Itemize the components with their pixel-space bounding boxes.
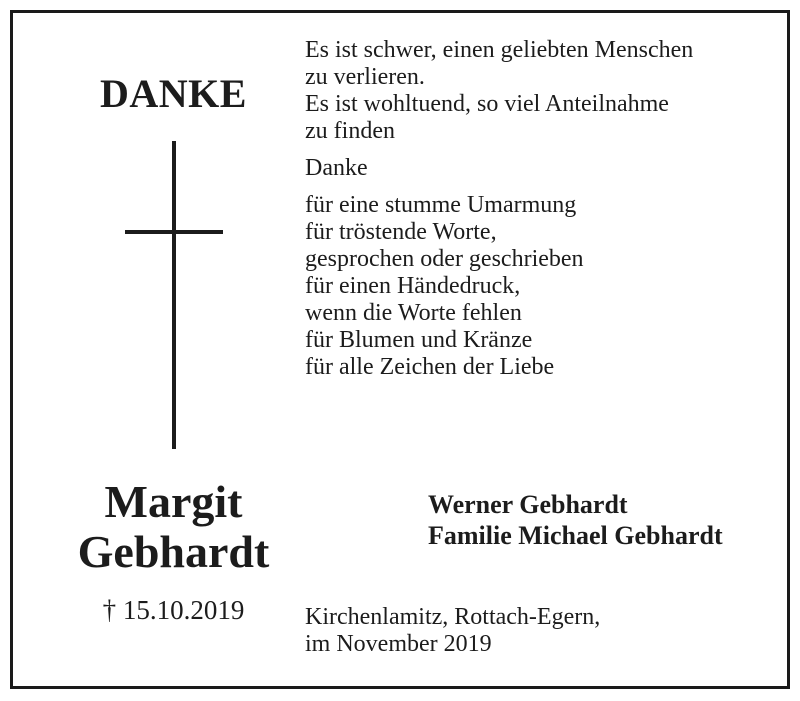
deceased-first-name: Margit [104, 476, 243, 527]
poem-line: für eine stumme Umarmung [305, 192, 577, 218]
mourner-name: Werner Gebhardt [428, 490, 628, 519]
poem-line: Es ist schwer, einen geliebten Menschen [305, 37, 694, 63]
poem-line: zu verlieren. [305, 64, 425, 90]
death-date: † 15.10.2019 [102, 595, 245, 625]
poem-line: Es ist wohltuend, so viel Anteilnahme [305, 91, 669, 117]
poem-line: für tröstende Worte, [305, 219, 497, 245]
deceased-last-name: Gebhardt [77, 526, 270, 577]
danke-heading: DANKE [100, 71, 247, 116]
poem-line: zu finden [305, 118, 395, 144]
thank-you-poem [305, 37, 775, 381]
poem-danke-line: Danke [305, 155, 368, 181]
deceased-name [0, 477, 347, 577]
place-line: Kirchenlamitz, Rottach-Egern, [305, 604, 601, 630]
poem-line: gesprochen oder geschrieben [305, 246, 584, 272]
stanza-gap [305, 145, 775, 155]
poem-line: für Blumen und Kränze [305, 327, 533, 353]
mourner-name: Familie Michael Gebhardt [428, 521, 723, 550]
place-and-date [305, 604, 600, 658]
stanza-gap [305, 182, 775, 192]
poem-line: für einen Händedruck, [305, 273, 521, 299]
poem-line: wenn die Worte fehlen [305, 300, 522, 326]
mourners-list [428, 489, 723, 551]
date-line: im November 2019 [305, 631, 492, 657]
cross-horizontal-bar [125, 230, 223, 234]
poem-line: für alle Zeichen der Liebe [305, 354, 555, 380]
cross-vertical-bar [172, 141, 176, 449]
